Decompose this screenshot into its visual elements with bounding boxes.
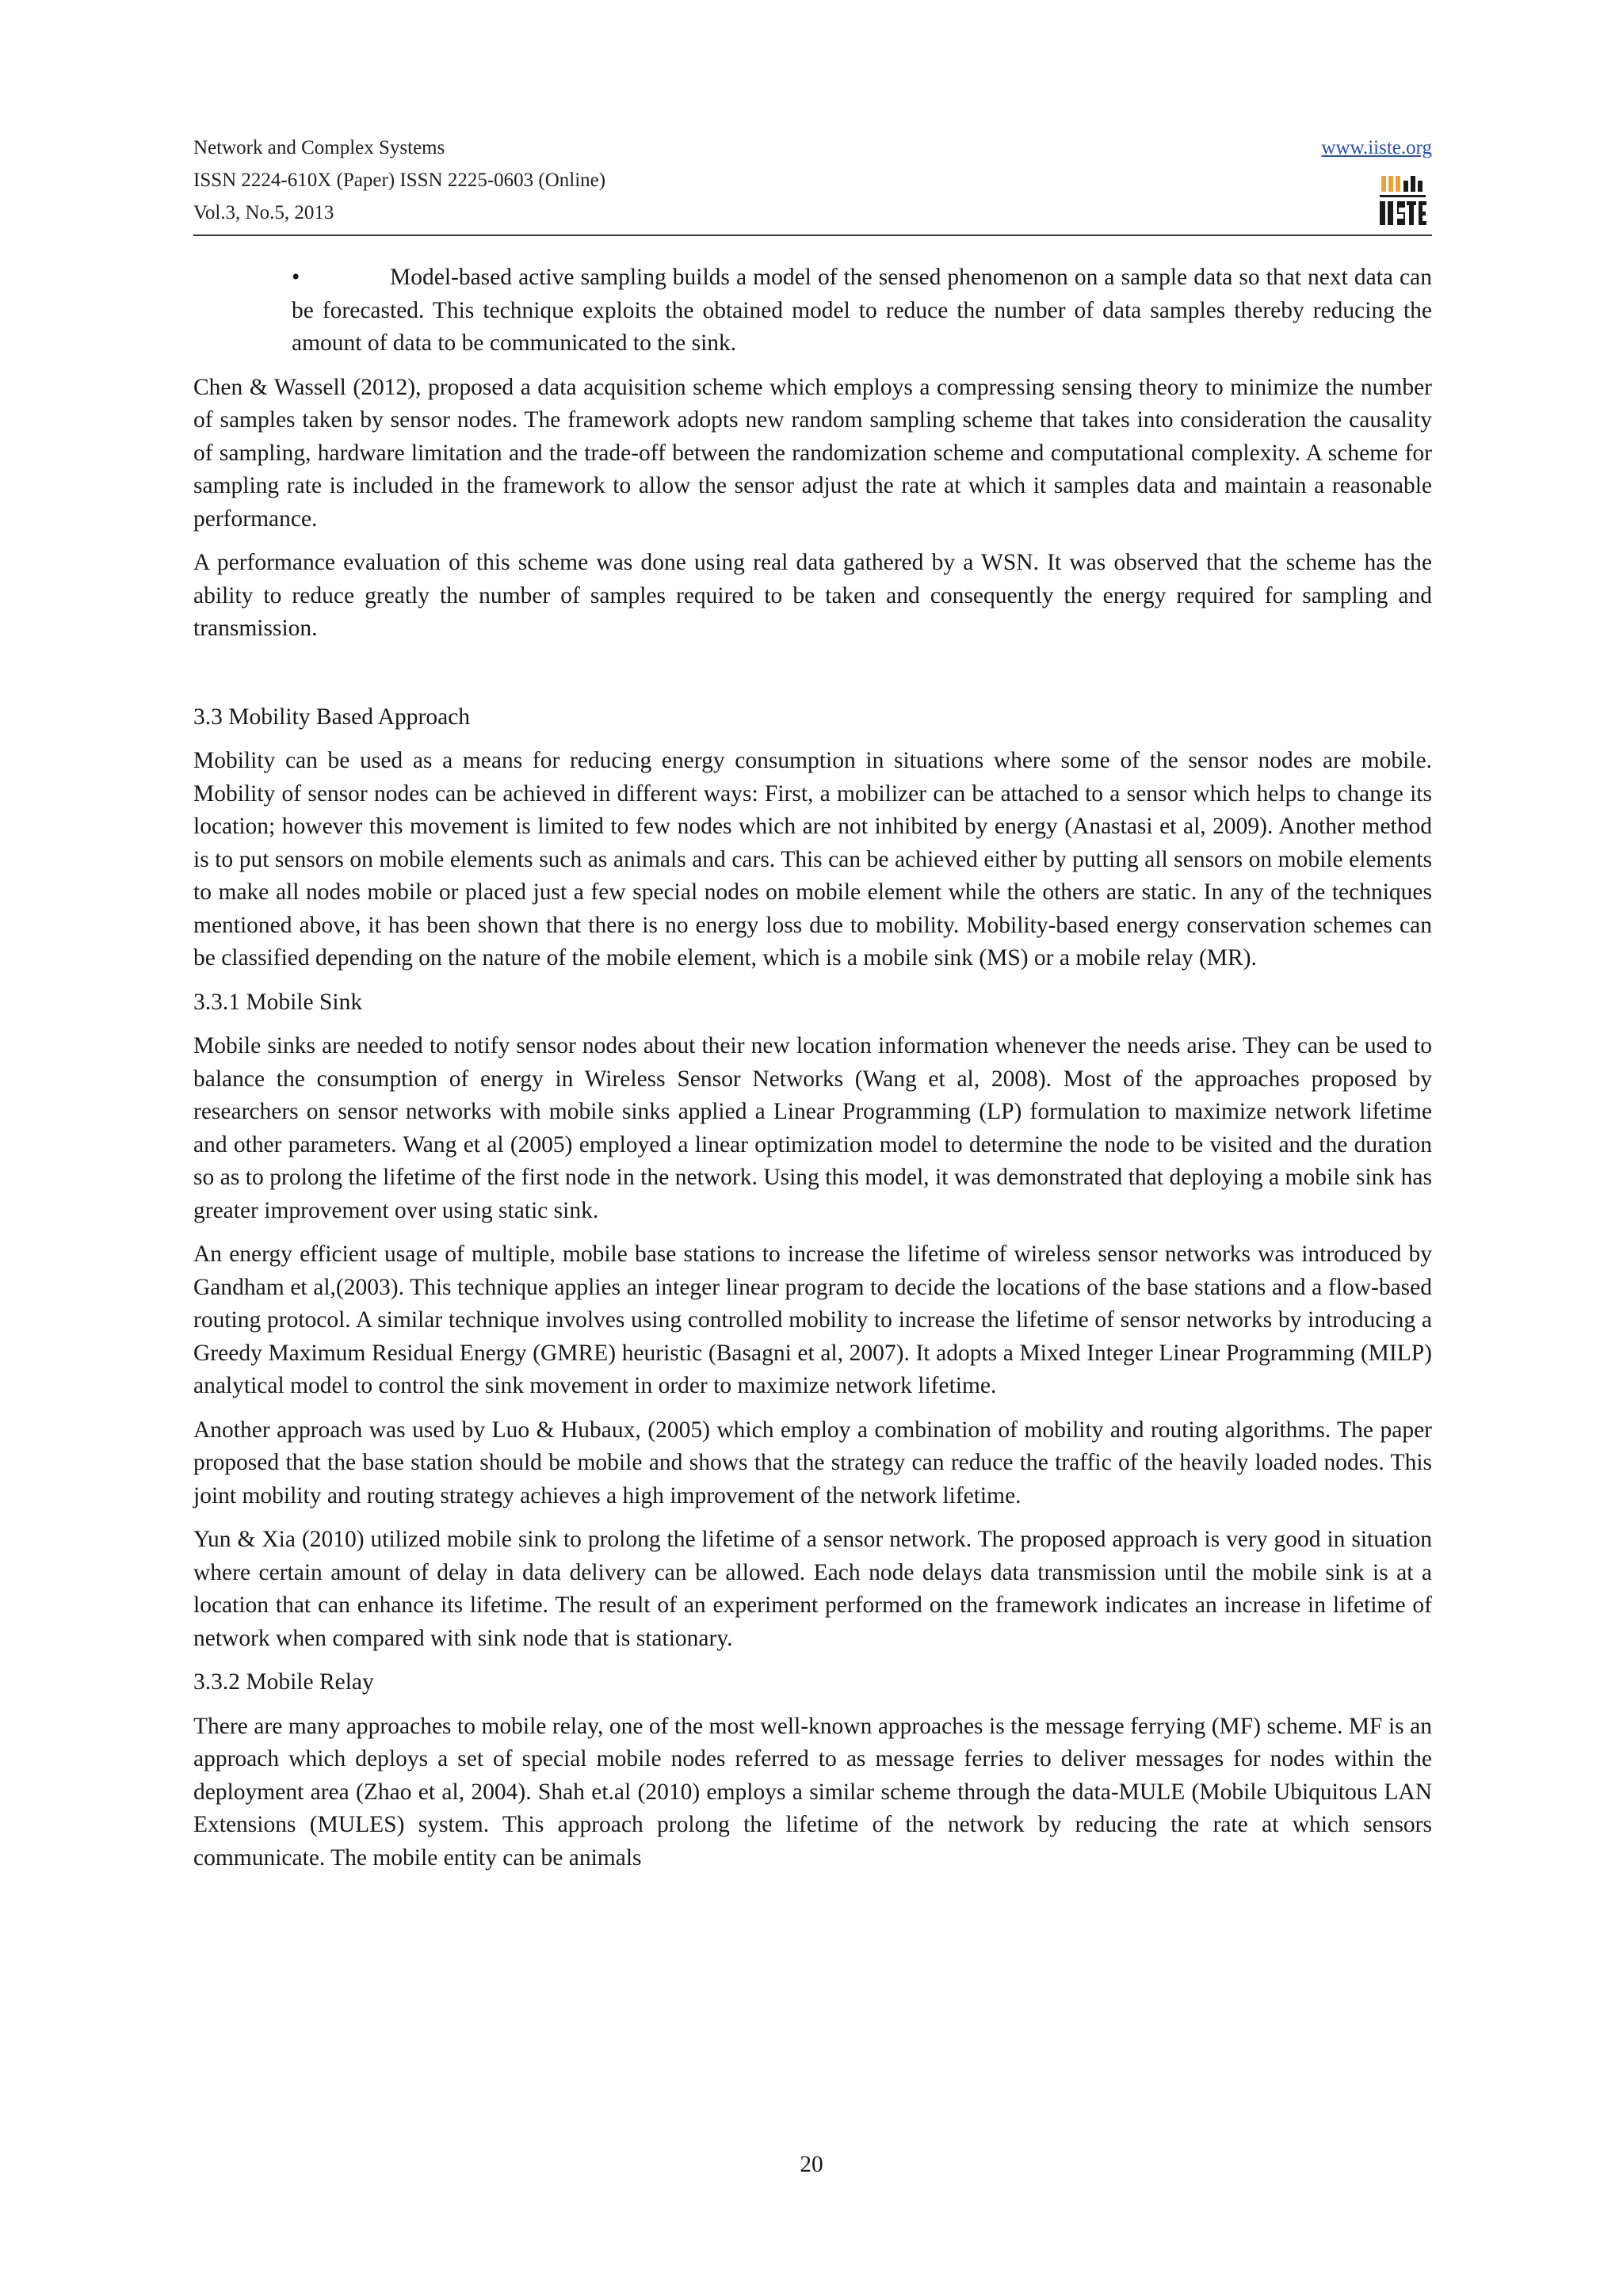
journal-name: Network and Complex Systems	[193, 137, 445, 158]
bullet-symbol: •	[292, 265, 300, 290]
issn-line: ISSN 2224-610X (Paper) ISSN 2225-0603 (Online)	[193, 170, 606, 191]
journal-website-link[interactable]: www.iiste.org	[1321, 137, 1432, 158]
bullet-text: Model-based active sampling builds a model of the sensed phenomenon on a sample data so that next data can be forecasted. This technique exploits the obtained model to reduce the number of data samples thereby reducing the amount of data to be communicated to the sink.	[292, 265, 1432, 356]
section-heading-3-3-1: 3.3.1 Mobile Sink	[193, 989, 363, 1015]
paragraph-performance-evaluation: A performance evaluation of this scheme was done using real data gathered by a WSN. It was observed that the scheme has the ability to reduce greatly the number of samples required to be taken and consequently the energy required for sampling and transmission.	[193, 550, 1432, 641]
section-spacer	[193, 657, 1432, 701]
paragraph-mobility: Mobility can be used as a means for reducing energy consumption in situations where some of the sensor nodes are mobile. Mobility of sensor nodes can be achieved in different ways: First, a mobilizer can be attached to a sensor which helps to change its location; however this movement is limited to few nodes which are not inhibited by energy (Anastasi et al, 2009). Another method is to put sensors on mobile elements such as animals and cars. This can be achieved either by putting all sensors on mobile elements to make all nodes mobile or placed just a few special nodes on mobile element while the others are static. In any of the techniques mentioned above, it has been shown that there is no energy loss due to mobility. Mobility-based energy conservation schemes can be classified depending on the nature of the mobile element, which is a mobile sink (MS) or a mobile relay (MR).	[193, 748, 1432, 971]
section-heading-3-3-2: 3.3.2 Mobile Relay	[193, 1669, 374, 1695]
iiste-logo-icon	[1375, 173, 1430, 228]
bullet-item	[193, 261, 1432, 360]
page-body	[193, 261, 1432, 1886]
paragraph-mobile-sinks: Mobile sinks are needed to notify sensor nodes about their new location information whenever the needs arise. They can be used to balance the consumption of energy in Wireless Sensor Networks (Wang et al, 2008). Most of the approaches proposed by researchers on sensor networks with mobile sinks applied a Linear Programming (LP) formulation to maximize network lifetime and other parameters. Wang et al (2005) employed a linear optimization model to determine the node to be visited and the duration so as to prolong the lifetime of the first node in the network. Using this model, it was demonstrated that deploying a mobile sink has greater improvement over using static sink.	[193, 1033, 1432, 1223]
page-number: 20	[800, 2152, 823, 2177]
volume-line: Vol.3, No.5, 2013	[193, 202, 334, 223]
paragraph-luo-hubaux: Another approach was used by Luo & Hubaux, (2005) which employ a combination of mobility and routing algorithms. The paper proposed that the base station should be mobile and shows that the strategy can reduce the traffic of the heavily loaded nodes. This joint mobility and routing strategy achieves a high improvement of the network lifetime.	[193, 1417, 1432, 1508]
paragraph-mobile-relay: There are many approaches to mobile relay, one of the most well-known approaches is the message ferrying (MF) scheme. MF is an approach which deploys a set of special mobile nodes referred to as message ferries to deliver messages for nodes within the deployment area (Zhao et al, 2004). Shah et.al (2010) employs a similar scheme through the data-MULE (Mobile Ubiquitous LAN Extensions (MULES) system. This approach prolong the lifetime of the network by reducing the rate at which sensors communicate. The mobile entity can be animals	[193, 1713, 1432, 1871]
paragraph-energy-efficient: An energy efficient usage of multiple, mobile base stations to increase the lifetime of wireless sensor networks was introduced by Gandham et al,(2003). This technique applies an integer linear program to decide the locations of the base stations and a flow-based routing protocol. A similar technique involves using controlled mobility to increase the lifetime of sensor networks by introducing a Greedy Maximum Residual Energy (GMRE) heuristic (Basagni et al, 2007). It adopts a Mixed Integer Linear Programming (MILP) analytical model to control the sink movement in order to maximize network lifetime.	[193, 1241, 1432, 1398]
paragraph-yun-xia: Yun & Xia (2010) utilized mobile sink to prolong the lifetime of a sensor network. The proposed approach is very good in situation where certain amount of delay in data delivery can be allowed. Each node delays data transmission until the mobile sink is at a location that can enhance its lifetime. The result of an experiment performed on the framework indicates an increase in lifetime of network when compared with sink node that is stationary.	[193, 1527, 1432, 1651]
page-header	[193, 132, 1432, 236]
paragraph-chen-wassell: Chen & Wassell (2012), proposed a data acquisition scheme which employs a compressing sensing theory to minimize the number of samples taken by sensor nodes. The framework adopts new random sampling scheme that takes into consideration the causality of sampling, hardware limitation and the trade-off between the randomization scheme and computational complexity. A scheme for sampling rate is included in the framework to allow the sensor adjust the rate at which it samples data and maintain a reasonable performance.	[193, 374, 1432, 532]
section-heading-3-3: 3.3 Mobility Based Approach	[193, 704, 471, 730]
